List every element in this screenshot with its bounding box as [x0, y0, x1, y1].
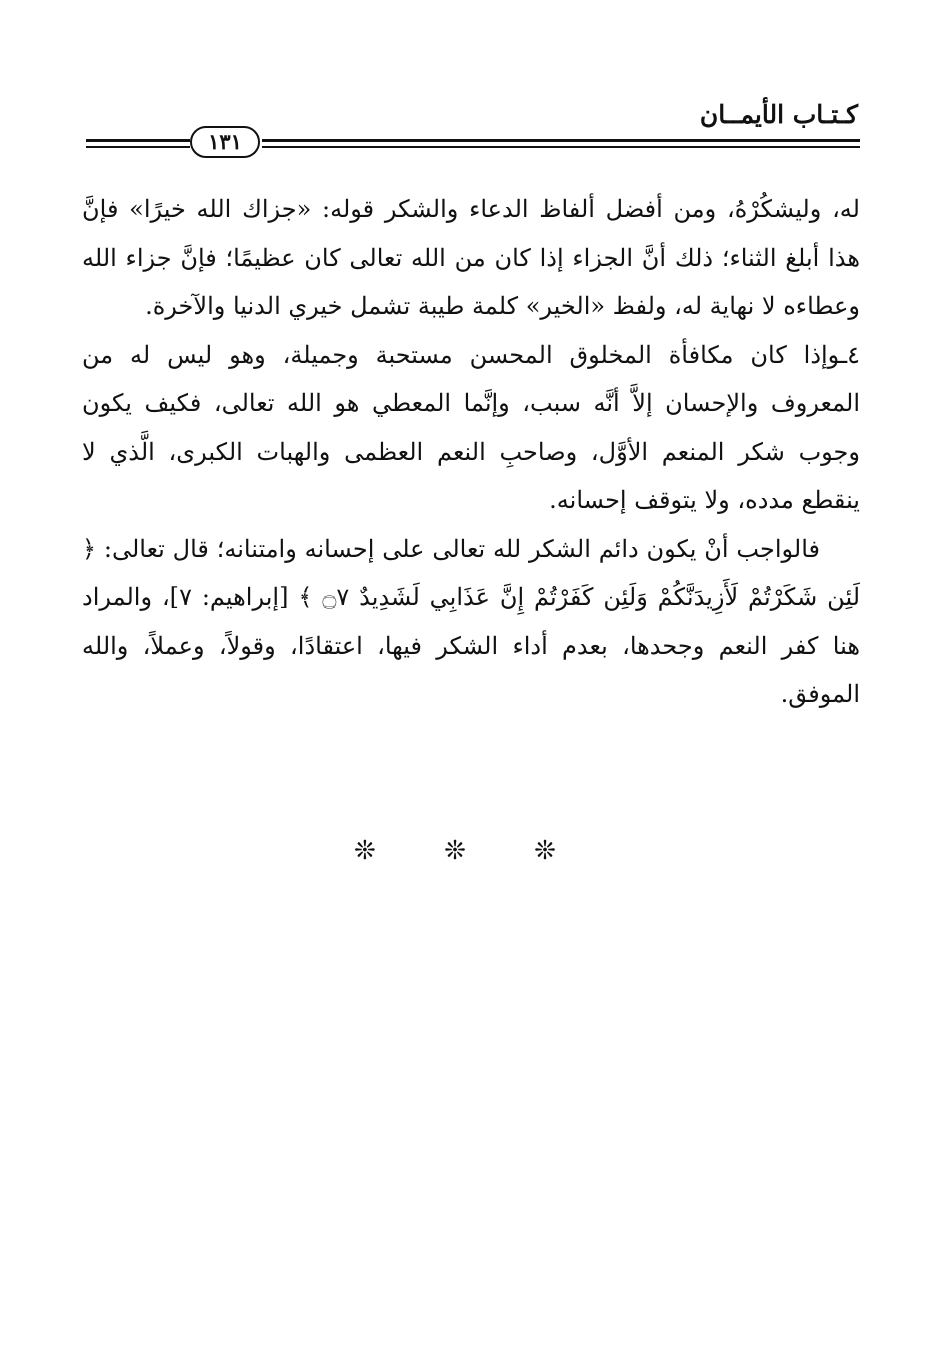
section-separator-stars: ❊ ❊ ❊: [354, 836, 586, 866]
numbered-item-4: [82, 331, 860, 525]
rule-thick-line: [262, 139, 860, 142]
item-number: ٤ـ: [840, 340, 860, 369]
paragraph-intro: فالواجب أنْ يكون دائم الشكر لله تعالى على إحسانه وامتنانه؛ قال تعالى:: [103, 534, 820, 563]
paragraph-continuation: له، وليشكُرْهُ، ومن أفضل ألفاظ الدعاء والشكر قوله: «جزاك الله خيرًا» فإنَّ هذا أبلغ الثناء؛ ذلك أنَّ الجزاء إذا كان من الله تعالى كان عظيمًا؛ فإنَّ جزاء الله وعطاءه لا نهاية له، ولفظ «الخير» كلمة طيبة تشمل خيري الدنيا والآخرة.: [82, 195, 861, 320]
running-title: كـتـاب الأيمــان: [699, 100, 858, 129]
header-double-rule-left: [86, 139, 190, 149]
item-text: وإذا كان مكافأة المخلوق المحسن مستحبة وجميلة، وهو ليس له من المعروف والإحسان إلاَّ أنَّه سبب، وإنَّما المعطي هو الله تعالى، فكيف يكون وجوب شكر المنعم الأوَّل، وصاحبِ النعم العظمى والهبات الكبرى، الَّذي لا ينقطع مدده، ولا يتوقف إحسانه.: [82, 340, 860, 514]
quran-verse: ﴿ لَئِن شَكَرْتُمْ لَأَزِيدَنَّكُمْ وَلَئِن كَفَرْتُمْ إِنَّ عَذَابِي لَشَدِيدٌ ۝٧ ﴾: [82, 534, 861, 611]
paragraph-obligation: [82, 525, 860, 719]
rule-thin-line: [86, 146, 190, 148]
page-number: ١٣١: [190, 126, 260, 158]
rule-thin-line: [262, 146, 860, 148]
header-double-rule-right: [262, 139, 860, 149]
paragraph-rest: [إبراهيم: ٧]، والمراد هنا كفر النعم وجحدها، بعدم أداء الشكر فيها، اعتقادًا، وقولاً، وعملاً، والله الموفق.: [82, 583, 860, 708]
rule-thick-line: [86, 139, 190, 142]
main-text: [82, 185, 860, 719]
